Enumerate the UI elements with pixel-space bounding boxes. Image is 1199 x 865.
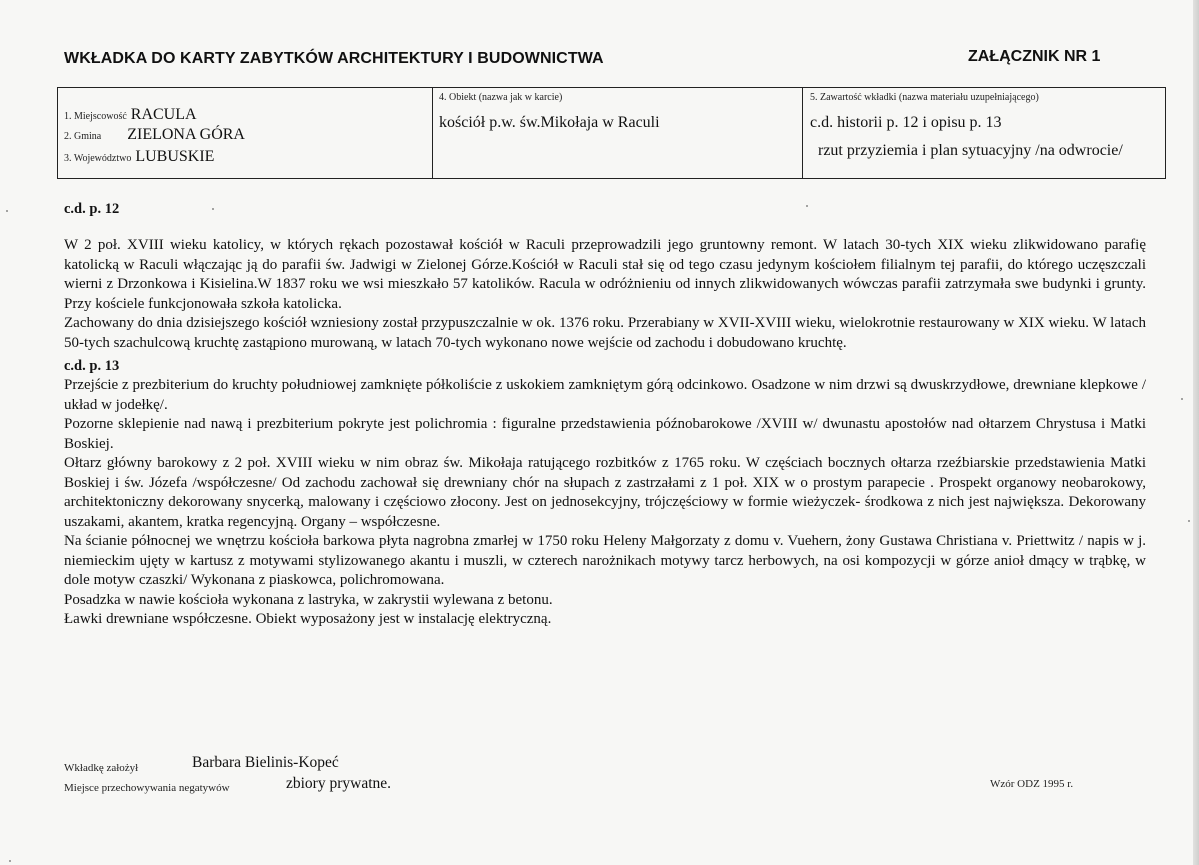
section-13-body — [64, 376, 1146, 630]
scan-speck — [212, 208, 214, 210]
contents-line1: c.d. historii p. 12 i opisu p. 13 — [810, 114, 1002, 131]
metadata-table — [57, 87, 1166, 179]
place-label: 1. Miejscowość — [64, 111, 127, 122]
scan-speck — [806, 205, 808, 207]
scan-speck — [1181, 398, 1183, 400]
commune-value: ZIELONA GÓRA — [127, 126, 245, 143]
annex-number: ZAŁĄCZNIK NR 1 — [968, 48, 1101, 65]
section-13-heading: c.d. p. 13 — [64, 358, 120, 374]
object-label: 4. Obiekt (nazwa jak w karcie) — [439, 92, 563, 103]
column-divider — [432, 88, 433, 178]
section-12-body — [64, 236, 1146, 353]
voivodeship-value: LUBUSKIE — [135, 148, 215, 165]
paragraph: Zachowany do dnia dzisiejszego kościół wzniesiony został przypuszczalnie w ok. 1376 roku. Przerabiany w XVII-XVIII wieku, wielokrotnie restaurowany w XIX wieku. W latach 50-tych szachulcową kruchtę zastąpiono murowaną, w latach 70-tych wykonano nowe wejście od zachodu i dobudowano kruchtę. — [64, 315, 1146, 351]
paragraph: W 2 poł. XVIII wieku katolicy, w których rękach pozostawał kościół w Raculi przeprowadzili jego gruntowny remont. W latach 30-tych XIX wieku zlikwidowano parafię katolicką w Raculi włączając ją do parafii św. Jadwigi w Zielonej Górze.Kościół w Raculi stał się od tego czasu jedynym kościołem filialnym tej parafii, do którego uczęszczali wierni z Drzonkowa i Kisielina.W 1837 roku we wsi mieszkało 57 katolików. Racula w odróżnieniu od innych zlikwidowanych wówczas parafii zatrzymała swe budynki i grunty. Przy kościele funkcjonowała szkoła katolicka. — [64, 237, 1146, 312]
column-divider — [802, 88, 803, 178]
document-title: WKŁADKA DO KARTY ZABYTKÓW ARCHITEKTURY I BUDOWNICTWA — [64, 50, 604, 67]
object-value: kościół p.w. św.Mikołaja w Raculi — [439, 114, 660, 131]
paragraph: Pozorne sklepienie nad nawą i prezbiterium pokryte jest polichromia : figuralne przedstawienia późnobarokowe /XVIII w/ dwunastu apostołów nad ołtarzem Chrystusa i Matki Boskiej. — [64, 416, 1146, 452]
paragraph: Na ścianie północnej we wnętrzu kościoła barkowa płyta nagrobna zmarłej w 1750 roku Heleny Małgorzaty z domu v. Vuehern, żony Gustawa Christiana v. Priettwitz / napis w j. niemieckim ujęty w kartusz z motywami stylizowanego akantu i muszli, w czterech narożnikach motywy tarcz herbowych, na osi kompozycji w górze anioł dmący w trąbkę, w dole motyw czaszki/ Wykonana z piaskowca, polichromowana. — [64, 533, 1146, 588]
contents-line2: rzut przyziemia i plan sytuacyjny /na odwrocie/ — [818, 142, 1123, 159]
paragraph: Posadzka w nawie kościoła wykonana z lastryka, w zakrystii wylewana z betonu. — [64, 591, 553, 608]
paragraph: Ławki drewniane współczesne. Obiekt wyposażony jest w instalację elektryczną. — [64, 611, 552, 627]
paragraph: Przejście z prezbiterium do kruchty południowej zamknięte półkoliście z uskokiem zamkniętym górą odcinkowo. Osadzone w nim drzwi są dwuskrzydłowe, drewniane klepkowe / układ w jodełkę/. — [64, 377, 1146, 413]
place-row — [64, 106, 197, 124]
author-value: Barbara Bielinis-Kopeć — [192, 754, 339, 771]
scan-speck — [1188, 520, 1190, 522]
commune-label: 2. Gmina — [64, 131, 102, 142]
scan-speck — [6, 210, 8, 212]
place-value: RACULA — [130, 106, 197, 123]
paragraph: Ołtarz główny barokowy z 2 poł. XVIII wieku w nim obraz św. Mikołaja ratującego rozbitków z 1765 roku. W częściach bocznych ołtarza rzeźbiarskie przedstawienia Matki Boskiej i św. Józefa /współczesne/ Od zachodu zachował się drewniany chór na słupach z zastrzałami z 1 poł. XIX w o prostym parapecie . Prospekt organowy neobarokowy, architektoniczny dekorowany snycerką, malowany i częściowo złocony. Jest on jednosekcyjny, trójczęściowy w formie wieżyczek- środkowa z nich jest największa. Dekorowany uszakami, akantem, kratka regencyjną. Organy – współczesne. — [64, 455, 1146, 530]
storage-value: zbiory prywatne. — [286, 775, 392, 792]
author-label: Wkładkę założył — [64, 762, 139, 774]
commune-row — [64, 126, 245, 144]
storage-label: Miejsce przechowywania negatywów — [64, 782, 230, 794]
section-12-heading: c.d. p. 12 — [64, 201, 120, 217]
scan-speck — [9, 860, 11, 862]
voivodeship-label: 3. Województwo — [64, 153, 132, 164]
voivodeship-row — [64, 148, 214, 166]
contents-label: 5. Zawartość wkładki (nazwa materiału uzupełniającego) — [810, 92, 1039, 103]
scan-edge — [1193, 0, 1199, 865]
template-version: Wzór ODZ 1995 r. — [990, 778, 1074, 790]
